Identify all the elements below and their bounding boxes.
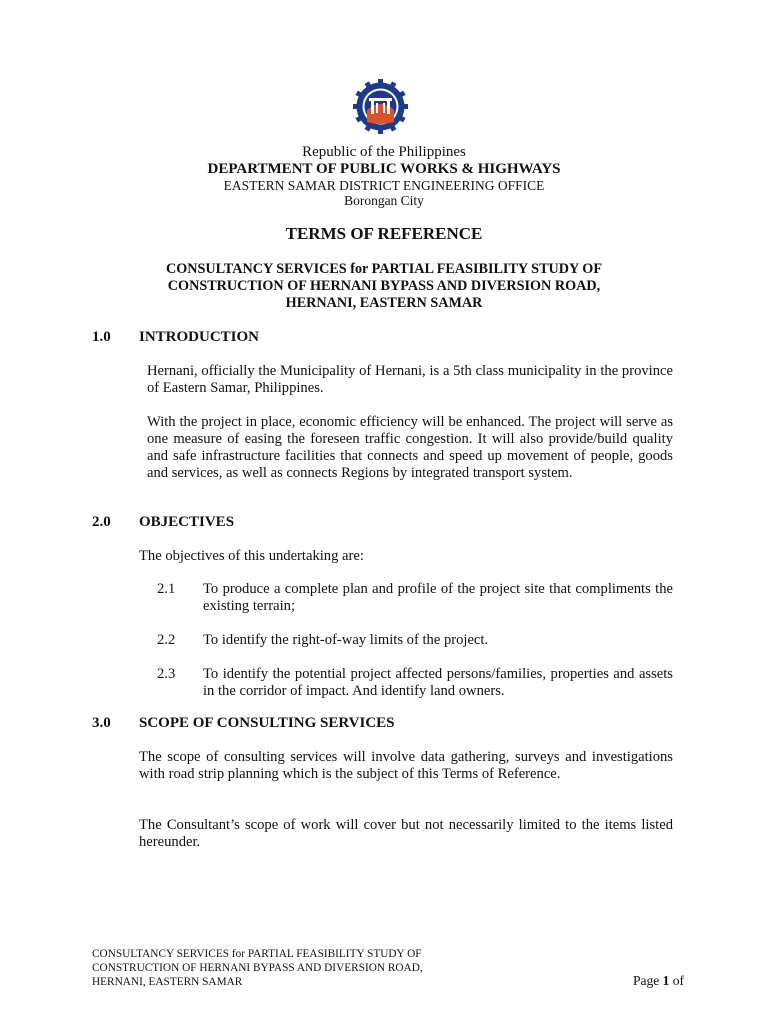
subject-line-1: CONSULTANCY SERVICES for PARTIAL FEASIBILITY STUDY OF — [165, 261, 602, 277]
section-3-title: SCOPE OF CONSULTING SERVICES — [139, 715, 395, 731]
header-city: Borongan City — [344, 193, 424, 208]
subject-line-3: HERNANI, EASTERN SAMAR — [285, 295, 483, 311]
objective-2-3-text: To identify the potential project affected persons/families, properties and assets in the corridor of impact. And identify land owners. — [203, 666, 673, 699]
dpwh-seal-icon — [352, 78, 409, 135]
section-3-number: 3.0 — [92, 715, 111, 731]
header-office: EASTERN SAMAR DISTRICT ENGINEERING OFFICE — [223, 178, 545, 193]
footer-line-3: HERNANI, EASTERN SAMAR — [92, 976, 243, 988]
objective-2-3-number: 2.3 — [157, 666, 176, 682]
objective-2-2-text: To identify the right-of-way limits of the project. — [203, 632, 489, 648]
page-prefix: Page — [633, 973, 663, 988]
objective-2-1-number: 2.1 — [157, 581, 176, 597]
objective-2-1-text: To produce a complete plan and profile of the project site that compliments the existing terrain; — [203, 581, 673, 614]
page-footer — [92, 947, 423, 989]
header-department: DEPARTMENT OF PUBLIC WORKS & HIGHWAYS — [207, 161, 561, 177]
scope-paragraph-2: The Consultant’s scope of work will cover but not necessarily limited to the items listed hereunder. — [139, 817, 673, 850]
page-number-value: 1 — [662, 973, 670, 988]
scope-paragraph-1: The scope of consulting services will involve data gathering, surveys and investigations with road strip planning which is the subject of this Terms of Reference. — [139, 749, 673, 782]
document-title: TERMS OF REFERENCE — [285, 224, 483, 243]
page-number — [633, 973, 684, 989]
section-2-title: OBJECTIVES — [139, 514, 235, 530]
footer-line-1: CONSULTANCY SERVICES for PARTIAL FEASIBILITY STUDY OF — [92, 948, 422, 960]
section-1-title: INTRODUCTION — [139, 329, 260, 345]
document-subject — [0, 261, 768, 312]
intro-paragraph-1: Hernani, officially the Municipality of Hernani, is a 5th class municipality in the province of Eastern Samar, Philippines. — [147, 363, 673, 396]
footer-line-2: CONSTRUCTION OF HERNANI BYPASS AND DIVERSION ROAD, — [92, 962, 423, 974]
subject-line-2: CONSTRUCTION OF HERNANI BYPASS AND DIVERSION ROAD, — [167, 278, 601, 294]
objectives-intro: The objectives of this undertaking are: — [139, 548, 364, 564]
section-1-number: 1.0 — [92, 329, 111, 345]
section-2-number: 2.0 — [92, 514, 111, 530]
page-suffix: of — [669, 973, 684, 988]
header-republic: Republic of the Philippines — [302, 144, 466, 160]
intro-paragraph-2: With the project in place, economic efficiency will be enhanced. The project will serve as one measure of easing the foreseen traffic congestion. It will also provide/build quality and safe infrastructure facilities that connects and speed up movement of people, goods and services, as well as connects Regions by integrated transport system. — [147, 414, 673, 481]
objective-2-2-number: 2.2 — [157, 632, 176, 648]
